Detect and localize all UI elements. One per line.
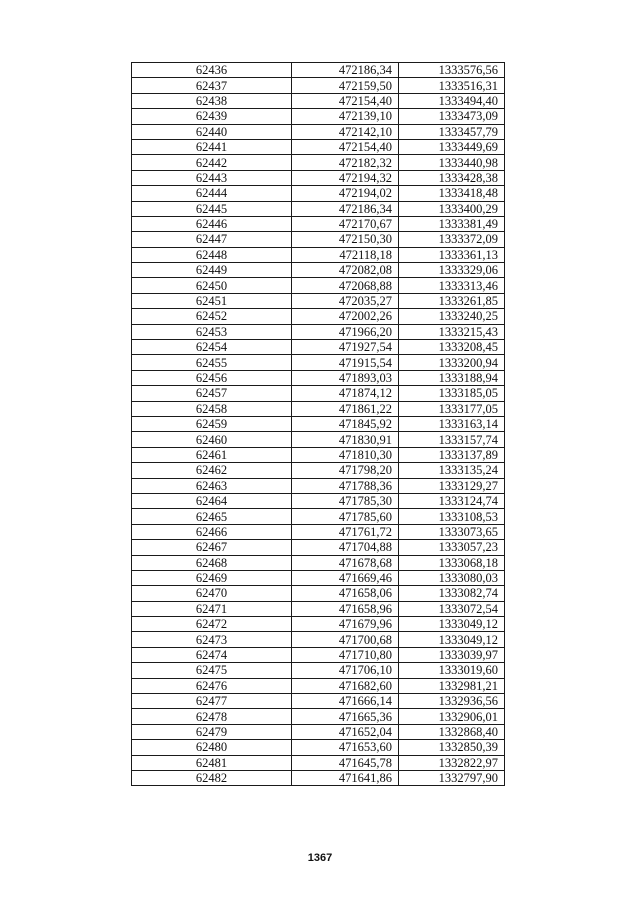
table-row bbox=[132, 432, 505, 447]
y-coordinate-cell: 1333428,38 bbox=[399, 170, 505, 185]
y-coordinate-cell: 1332981,21 bbox=[399, 678, 505, 693]
x-coordinate-cell: 471874,12 bbox=[292, 386, 399, 401]
y-coordinate-cell: 1333516,31 bbox=[399, 78, 505, 93]
x-coordinate-cell: 471652,04 bbox=[292, 724, 399, 739]
y-coordinate-cell: 1333039,97 bbox=[399, 647, 505, 662]
point-number-cell: 62462 bbox=[132, 463, 292, 478]
table-row bbox=[132, 263, 505, 278]
x-coordinate-cell: 472186,34 bbox=[292, 63, 399, 78]
point-number-cell: 62467 bbox=[132, 540, 292, 555]
table-row bbox=[132, 770, 505, 785]
point-number-cell: 62481 bbox=[132, 755, 292, 770]
x-coordinate-cell: 471658,96 bbox=[292, 601, 399, 616]
y-coordinate-cell: 1333440,98 bbox=[399, 155, 505, 170]
table-row bbox=[132, 663, 505, 678]
y-coordinate-cell: 1333129,27 bbox=[399, 478, 505, 493]
y-coordinate-cell: 1333073,65 bbox=[399, 524, 505, 539]
point-number-cell: 62468 bbox=[132, 555, 292, 570]
page-number: 1367 bbox=[307, 852, 333, 864]
x-coordinate-cell: 471927,54 bbox=[292, 340, 399, 355]
point-number-cell: 62449 bbox=[132, 263, 292, 278]
y-coordinate-cell: 1333049,12 bbox=[399, 632, 505, 647]
table-row bbox=[132, 170, 505, 185]
table-row bbox=[132, 278, 505, 293]
table-row bbox=[132, 386, 505, 401]
point-number-cell: 62479 bbox=[132, 724, 292, 739]
x-coordinate-cell: 472154,40 bbox=[292, 93, 399, 108]
y-coordinate-cell: 1333381,49 bbox=[399, 216, 505, 231]
y-coordinate-cell: 1333080,03 bbox=[399, 570, 505, 585]
x-coordinate-cell: 471830,91 bbox=[292, 432, 399, 447]
coordinates-table-body bbox=[132, 63, 505, 786]
x-coordinate-cell: 472082,08 bbox=[292, 263, 399, 278]
y-coordinate-cell: 1333108,53 bbox=[399, 509, 505, 524]
table-row bbox=[132, 355, 505, 370]
table-row bbox=[132, 509, 505, 524]
point-number-cell: 62472 bbox=[132, 617, 292, 632]
point-number-cell: 62444 bbox=[132, 186, 292, 201]
table-row bbox=[132, 309, 505, 324]
point-number-cell: 62448 bbox=[132, 247, 292, 262]
y-coordinate-cell: 1333163,14 bbox=[399, 416, 505, 431]
y-coordinate-cell: 1333208,45 bbox=[399, 340, 505, 355]
y-coordinate-cell: 1333068,18 bbox=[399, 555, 505, 570]
table-row bbox=[132, 93, 505, 108]
table-row bbox=[132, 617, 505, 632]
point-number-cell: 62451 bbox=[132, 293, 292, 308]
table-row bbox=[132, 247, 505, 262]
x-coordinate-cell: 471788,36 bbox=[292, 478, 399, 493]
y-coordinate-cell: 1333049,12 bbox=[399, 617, 505, 632]
x-coordinate-cell: 472186,34 bbox=[292, 201, 399, 216]
point-number-cell: 62456 bbox=[132, 370, 292, 385]
point-number-cell: 62463 bbox=[132, 478, 292, 493]
y-coordinate-cell: 1332822,97 bbox=[399, 755, 505, 770]
table-row bbox=[132, 109, 505, 124]
table-row bbox=[132, 340, 505, 355]
point-number-cell: 62460 bbox=[132, 432, 292, 447]
table-row bbox=[132, 478, 505, 493]
point-number-cell: 62437 bbox=[132, 78, 292, 93]
point-number-cell: 62459 bbox=[132, 416, 292, 431]
x-coordinate-cell: 471761,72 bbox=[292, 524, 399, 539]
x-coordinate-cell: 471706,10 bbox=[292, 663, 399, 678]
y-coordinate-cell: 1333137,89 bbox=[399, 447, 505, 462]
x-coordinate-cell: 471861,22 bbox=[292, 401, 399, 416]
point-number-cell: 62443 bbox=[132, 170, 292, 185]
y-coordinate-cell: 1333576,56 bbox=[399, 63, 505, 78]
point-number-cell: 62476 bbox=[132, 678, 292, 693]
y-coordinate-cell: 1333072,54 bbox=[399, 601, 505, 616]
point-number-cell: 62442 bbox=[132, 155, 292, 170]
point-number-cell: 62464 bbox=[132, 493, 292, 508]
coordinates-table bbox=[131, 62, 505, 786]
table-row bbox=[132, 463, 505, 478]
x-coordinate-cell: 471798,20 bbox=[292, 463, 399, 478]
table-row bbox=[132, 755, 505, 770]
x-coordinate-cell: 471893,03 bbox=[292, 370, 399, 385]
table-row bbox=[132, 447, 505, 462]
point-number-cell: 62480 bbox=[132, 740, 292, 755]
point-number-cell: 62447 bbox=[132, 232, 292, 247]
point-number-cell: 62446 bbox=[132, 216, 292, 231]
point-number-cell: 62457 bbox=[132, 386, 292, 401]
point-number-cell: 62466 bbox=[132, 524, 292, 539]
y-coordinate-cell: 1333135,24 bbox=[399, 463, 505, 478]
x-coordinate-cell: 471700,68 bbox=[292, 632, 399, 647]
table-row bbox=[132, 124, 505, 139]
point-number-cell: 62465 bbox=[132, 509, 292, 524]
point-number-cell: 62461 bbox=[132, 447, 292, 462]
y-coordinate-cell: 1333261,85 bbox=[399, 293, 505, 308]
point-number-cell: 62458 bbox=[132, 401, 292, 416]
point-number-cell: 62478 bbox=[132, 709, 292, 724]
x-coordinate-cell: 472150,30 bbox=[292, 232, 399, 247]
x-coordinate-cell: 471785,60 bbox=[292, 509, 399, 524]
table-row bbox=[132, 586, 505, 601]
y-coordinate-cell: 1333313,46 bbox=[399, 278, 505, 293]
y-coordinate-cell: 1333473,09 bbox=[399, 109, 505, 124]
table-row bbox=[132, 632, 505, 647]
x-coordinate-cell: 471810,30 bbox=[292, 447, 399, 462]
y-coordinate-cell: 1332850,39 bbox=[399, 740, 505, 755]
x-coordinate-cell: 472194,02 bbox=[292, 186, 399, 201]
table-row bbox=[132, 216, 505, 231]
table-row bbox=[132, 293, 505, 308]
table-row bbox=[132, 370, 505, 385]
table-row bbox=[132, 78, 505, 93]
table-row bbox=[132, 540, 505, 555]
table-row bbox=[132, 555, 505, 570]
point-number-cell: 62470 bbox=[132, 586, 292, 601]
point-number-cell: 62453 bbox=[132, 324, 292, 339]
x-coordinate-cell: 472139,10 bbox=[292, 109, 399, 124]
x-coordinate-cell: 471679,96 bbox=[292, 617, 399, 632]
x-coordinate-cell: 472194,32 bbox=[292, 170, 399, 185]
point-number-cell: 62450 bbox=[132, 278, 292, 293]
table-row bbox=[132, 401, 505, 416]
table-row bbox=[132, 324, 505, 339]
point-number-cell: 62473 bbox=[132, 632, 292, 647]
point-number-cell: 62469 bbox=[132, 570, 292, 585]
y-coordinate-cell: 1333200,94 bbox=[399, 355, 505, 370]
x-coordinate-cell: 472142,10 bbox=[292, 124, 399, 139]
y-coordinate-cell: 1333361,13 bbox=[399, 247, 505, 262]
point-number-cell: 62438 bbox=[132, 93, 292, 108]
y-coordinate-cell: 1333057,23 bbox=[399, 540, 505, 555]
table-row bbox=[132, 201, 505, 216]
point-number-cell: 62441 bbox=[132, 139, 292, 154]
y-coordinate-cell: 1333329,06 bbox=[399, 263, 505, 278]
point-number-cell: 62440 bbox=[132, 124, 292, 139]
table-row bbox=[132, 139, 505, 154]
x-coordinate-cell: 471653,60 bbox=[292, 740, 399, 755]
table-row bbox=[132, 647, 505, 662]
point-number-cell: 62439 bbox=[132, 109, 292, 124]
x-coordinate-cell: 471641,86 bbox=[292, 770, 399, 785]
point-number-cell: 62436 bbox=[132, 63, 292, 78]
table-row bbox=[132, 63, 505, 78]
y-coordinate-cell: 1333188,94 bbox=[399, 370, 505, 385]
x-coordinate-cell: 471666,14 bbox=[292, 694, 399, 709]
x-coordinate-cell: 471658,06 bbox=[292, 586, 399, 601]
table-row bbox=[132, 678, 505, 693]
point-number-cell: 62445 bbox=[132, 201, 292, 216]
y-coordinate-cell: 1333449,69 bbox=[399, 139, 505, 154]
table-row bbox=[132, 493, 505, 508]
point-number-cell: 62455 bbox=[132, 355, 292, 370]
y-coordinate-cell: 1333157,74 bbox=[399, 432, 505, 447]
y-coordinate-cell: 1333215,43 bbox=[399, 324, 505, 339]
x-coordinate-cell: 472154,40 bbox=[292, 139, 399, 154]
y-coordinate-cell: 1333185,05 bbox=[399, 386, 505, 401]
y-coordinate-cell: 1333494,40 bbox=[399, 93, 505, 108]
y-coordinate-cell: 1333124,74 bbox=[399, 493, 505, 508]
y-coordinate-cell: 1333240,25 bbox=[399, 309, 505, 324]
point-number-cell: 62471 bbox=[132, 601, 292, 616]
x-coordinate-cell: 472118,18 bbox=[292, 247, 399, 262]
y-coordinate-cell: 1332906,01 bbox=[399, 709, 505, 724]
x-coordinate-cell: 472068,88 bbox=[292, 278, 399, 293]
x-coordinate-cell: 471845,92 bbox=[292, 416, 399, 431]
y-coordinate-cell: 1333457,79 bbox=[399, 124, 505, 139]
y-coordinate-cell: 1332868,40 bbox=[399, 724, 505, 739]
table-row bbox=[132, 601, 505, 616]
table-row bbox=[132, 155, 505, 170]
x-coordinate-cell: 471710,80 bbox=[292, 647, 399, 662]
point-number-cell: 62475 bbox=[132, 663, 292, 678]
table-row bbox=[132, 186, 505, 201]
point-number-cell: 62452 bbox=[132, 309, 292, 324]
x-coordinate-cell: 471785,30 bbox=[292, 493, 399, 508]
table-row bbox=[132, 724, 505, 739]
x-coordinate-cell: 471669,46 bbox=[292, 570, 399, 585]
point-number-cell: 62482 bbox=[132, 770, 292, 785]
point-number-cell: 62477 bbox=[132, 694, 292, 709]
x-coordinate-cell: 472159,50 bbox=[292, 78, 399, 93]
y-coordinate-cell: 1332936,56 bbox=[399, 694, 505, 709]
x-coordinate-cell: 471665,36 bbox=[292, 709, 399, 724]
x-coordinate-cell: 471915,54 bbox=[292, 355, 399, 370]
table-row bbox=[132, 524, 505, 539]
point-number-cell: 62454 bbox=[132, 340, 292, 355]
x-coordinate-cell: 471704,88 bbox=[292, 540, 399, 555]
x-coordinate-cell: 471678,68 bbox=[292, 555, 399, 570]
y-coordinate-cell: 1333418,48 bbox=[399, 186, 505, 201]
y-coordinate-cell: 1332797,90 bbox=[399, 770, 505, 785]
table-row bbox=[132, 740, 505, 755]
y-coordinate-cell: 1333372,09 bbox=[399, 232, 505, 247]
x-coordinate-cell: 471645,78 bbox=[292, 755, 399, 770]
x-coordinate-cell: 471966,20 bbox=[292, 324, 399, 339]
y-coordinate-cell: 1333177,05 bbox=[399, 401, 505, 416]
x-coordinate-cell: 471682,60 bbox=[292, 678, 399, 693]
x-coordinate-cell: 472170,67 bbox=[292, 216, 399, 231]
y-coordinate-cell: 1333082,74 bbox=[399, 586, 505, 601]
y-coordinate-cell: 1333019,60 bbox=[399, 663, 505, 678]
x-coordinate-cell: 472182,32 bbox=[292, 155, 399, 170]
y-coordinate-cell: 1333400,29 bbox=[399, 201, 505, 216]
x-coordinate-cell: 472035,27 bbox=[292, 293, 399, 308]
x-coordinate-cell: 472002,26 bbox=[292, 309, 399, 324]
table-row bbox=[132, 416, 505, 431]
table-row bbox=[132, 694, 505, 709]
table-row bbox=[132, 232, 505, 247]
table-row bbox=[132, 570, 505, 585]
table-row bbox=[132, 709, 505, 724]
point-number-cell: 62474 bbox=[132, 647, 292, 662]
